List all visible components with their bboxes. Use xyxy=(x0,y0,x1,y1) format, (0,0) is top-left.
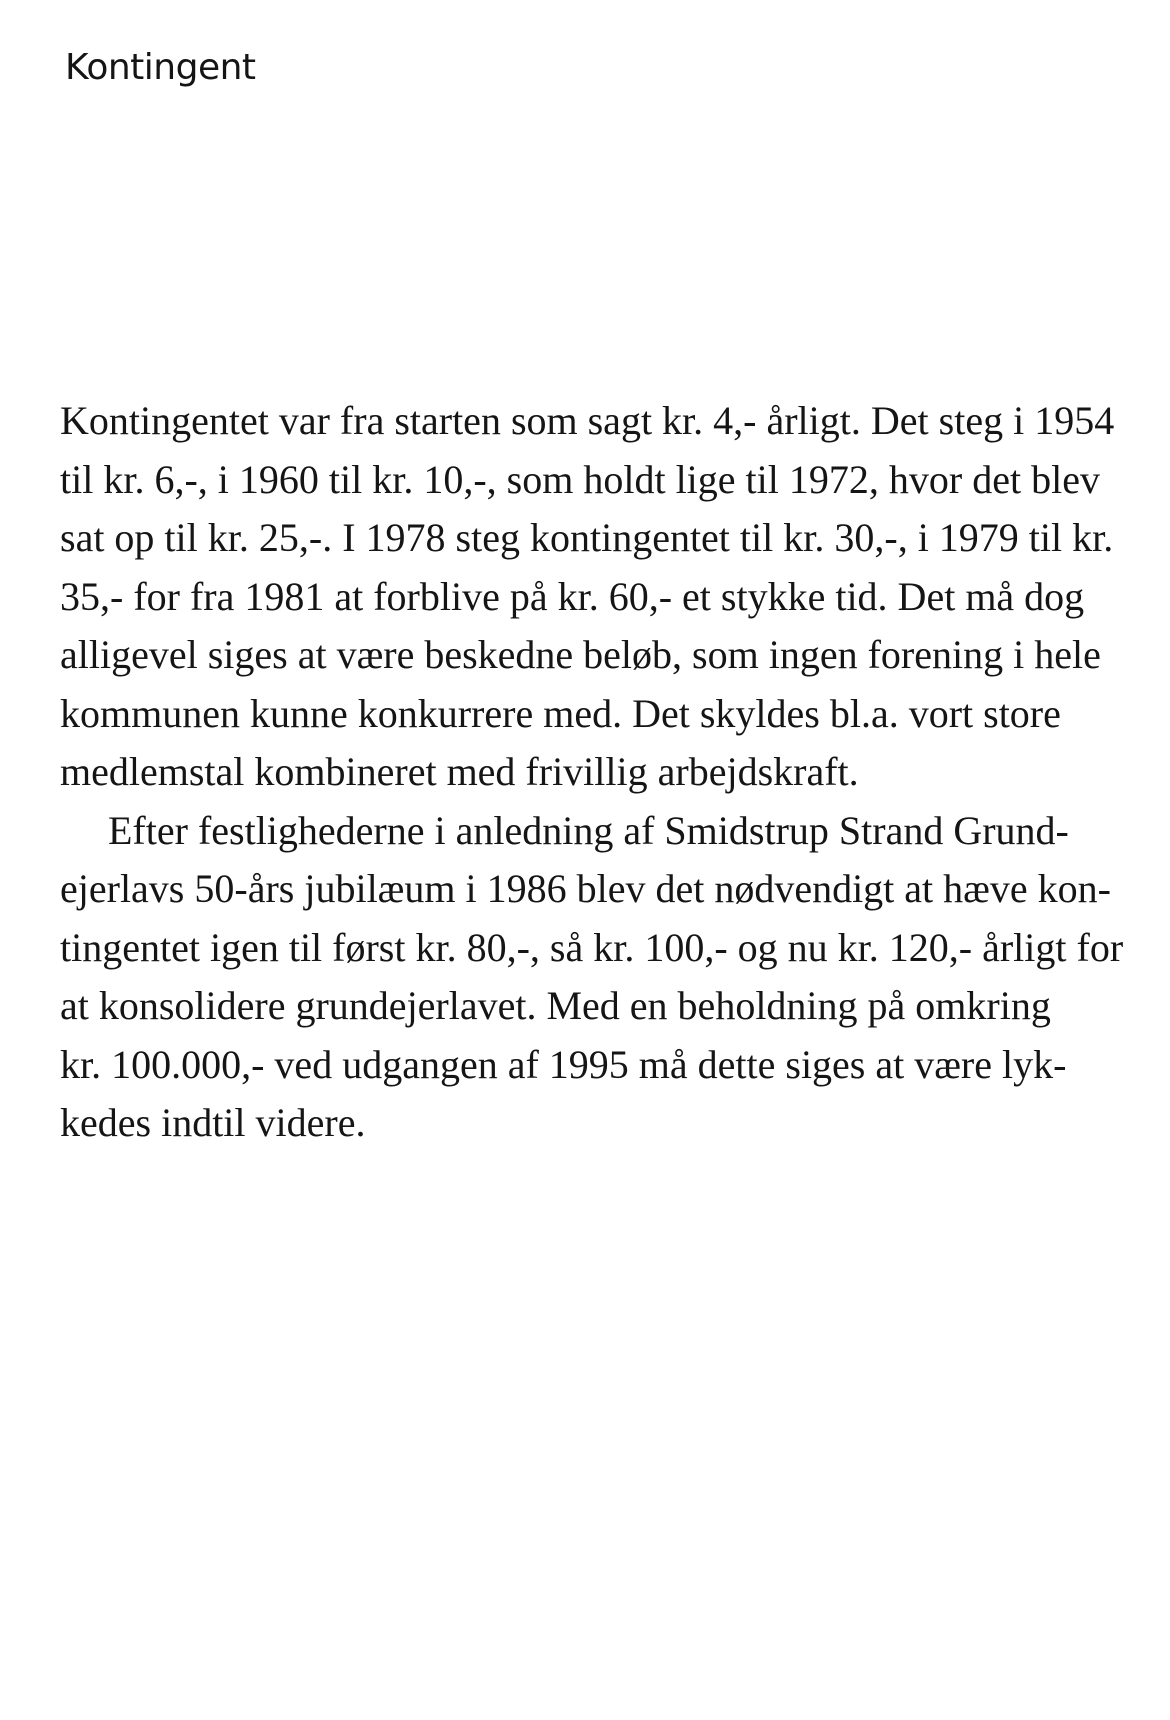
text-line: medlemstal kombineret med frivillig arbejdskraft. xyxy=(60,749,859,794)
text-line: tingentet igen til først kr. 80,-, så kr. 100,- og nu kr. 120,- årligt for xyxy=(60,924,1124,970)
paragraph-2 xyxy=(60,802,1124,1153)
text-line: kr. 100.000,- ved udgangen af 1995 må dette siges at være lyk- xyxy=(60,1041,1067,1087)
paragraph-1 xyxy=(60,392,1120,802)
text-line: ejerlavs 50-års jubilæum i 1986 blev det nødvendigt at hæve kon- xyxy=(60,866,1111,911)
text-line: til kr. 6,-, i 1960 til kr. 10,-, som holdt lige til 1972, hvor det blev xyxy=(60,456,1100,502)
text-line: Efter festlighederne i anledning af Smidstrup Strand Grund- xyxy=(108,807,1069,853)
text-line: Kontingentet var fra starten som sagt kr. 4,- årligt. Det steg i 1954 xyxy=(60,398,1115,443)
section-heading: Kontingent xyxy=(65,47,256,88)
body-text xyxy=(60,392,1124,1153)
text-line: kedes indtil videre. xyxy=(60,1100,366,1145)
text-line: 35,- for fra 1981 at forblive på kr. 60,- et stykke tid. Det må dog xyxy=(60,573,1085,619)
text-line: kommunen kunne konkurrere med. Det skyldes bl.a. vort store xyxy=(60,690,1061,736)
text-line: sat op til kr. 25,-. I 1978 steg kontingentet til kr. 30,-, i 1979 til kr. xyxy=(60,515,1114,560)
text-line: at konsolidere grundejerlavet. Med en beholdning på omkring xyxy=(60,983,1051,1028)
text-line: alligevel siges at være beskedne beløb, som ingen forening i hele xyxy=(60,632,1101,677)
